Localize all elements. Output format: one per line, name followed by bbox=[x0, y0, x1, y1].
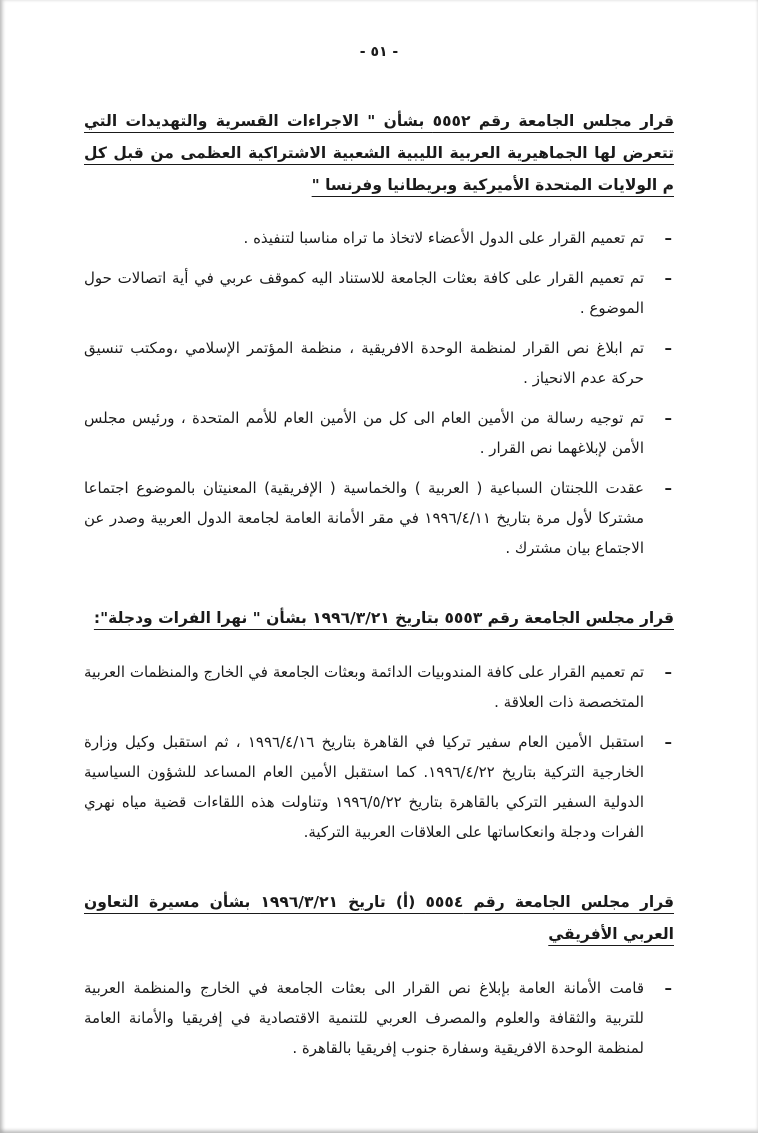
section-title: قرار مجلس الجامعة رقم ٥٥٥٤ (أ) تاريخ ١٩٩٦/٣/٢١ بشأن مسيرة التعاون العربي الأفريقي bbox=[84, 893, 675, 943]
section-resolution-5553 bbox=[84, 603, 674, 847]
list-item bbox=[84, 727, 674, 847]
bullet-text: تم توجيه رسالة من الأمين العام الى كل من الأمين العام للأمم المتحدة ، ورئيس مجلس الأمن لإبلاغهما نص القرار . bbox=[84, 409, 644, 458]
section-resolution-5554 bbox=[84, 887, 674, 1063]
bullet-dash: – bbox=[664, 978, 672, 997]
list-item bbox=[84, 263, 674, 323]
bullet-text: استقبل الأمين العام سفير تركيا في القاهرة بتاريخ ١٩٩٦/٤/١٦ ، ثم استقبل وكيل وزارة الخارجية التركية بتاريخ ١٩٩٦/٤/٢٢. كما استقبل الأمين العام المساعد للشؤون السياسية الدولية السفير التركي بالقاهرة بتاريخ ١٩٩٦/٥/٢٢ وتناولت هذه اللقاءات قضية مياه نهري الفرات ودجلة وانعكاساتها على العلاقات العربية التركية. bbox=[84, 733, 645, 842]
list-item bbox=[84, 657, 674, 717]
bullet-text: عقدت اللجنتان السباعية ( العربية ) والخماسية ( الإفريقية) المعنيتان بالموضوع اجتماعا مشتركا لأول مرة بتاريخ ١٩٩٦/٤/١١ في مقر الأمانة العامة لجامعة الدول العربية وصدر عن الاجتماع بيان مشترك . bbox=[84, 479, 645, 558]
bullet-dash: – bbox=[664, 663, 672, 682]
bullet-dash: – bbox=[664, 479, 672, 498]
bullet-text: تم ابلاغ نص القرار لمنظمة الوحدة الافريقية ، منظمة المؤتمر الإسلامي ،ومكتب تنسيق حركة عدم الانحياز . bbox=[84, 339, 644, 388]
list-item bbox=[84, 973, 674, 1063]
page-number: - ٥١ - bbox=[359, 44, 399, 60]
bullet-text: تم تعميم القرار على كافة المندوبيات الدائمة وبعثات الجامعة في الخارج والمنظمات العربية المتخصصة ذات العلاقة . bbox=[84, 663, 644, 712]
list-item bbox=[84, 403, 674, 463]
section-title: قرار مجلس الجامعة رقم ٥٥٥٢ بشأن " الاجراءات القسرية والتهديدات التي تتعرض لها الجماهيرية العربية الليبية الشعبية الاشتراكية العظمى من قبل كل م الولايات المتحدة الأميركية وبريطانيا وفرنسا " bbox=[84, 112, 674, 194]
list-item bbox=[84, 473, 674, 563]
section-resolution-5552 bbox=[84, 106, 674, 563]
list-item bbox=[84, 333, 674, 393]
bullet-dash: – bbox=[664, 269, 672, 288]
bullet-text: قامت الأمانة العامة بإبلاغ نص القرار الى بعثات الجامعة في الخارج والمنظمة العربية للتربية والثقافة والعلوم والمصرف العربي للتنمية الاقتصادية في إفريقيا والأمانة العامة لمنظمة الوحدة الافريقية وسفارة جنوب إفريقيا بالقاهرة . bbox=[84, 978, 644, 1057]
section-title: قرار مجلس الجامعة رقم ٥٥٥٣ بتاريخ ١٩٩٦/٣/٢١ بشأن " نهرا الفرات ودجلة": bbox=[93, 609, 674, 628]
bullet-dash: – bbox=[664, 229, 672, 248]
bullet-text: تم تعميم القرار على الدول الأعضاء لاتخاذ ما تراه مناسبا لتنفيذه . bbox=[243, 229, 644, 248]
bullet-dash: – bbox=[664, 733, 672, 752]
bullet-dash: – bbox=[664, 409, 672, 428]
bullet-text: تم تعميم القرار على كافة بعثات الجامعة للاستناد اليه كموقف عربي في أية اتصالات حول الموضوع . bbox=[84, 269, 644, 318]
bullet-dash: – bbox=[664, 339, 672, 358]
list-item bbox=[84, 223, 674, 253]
